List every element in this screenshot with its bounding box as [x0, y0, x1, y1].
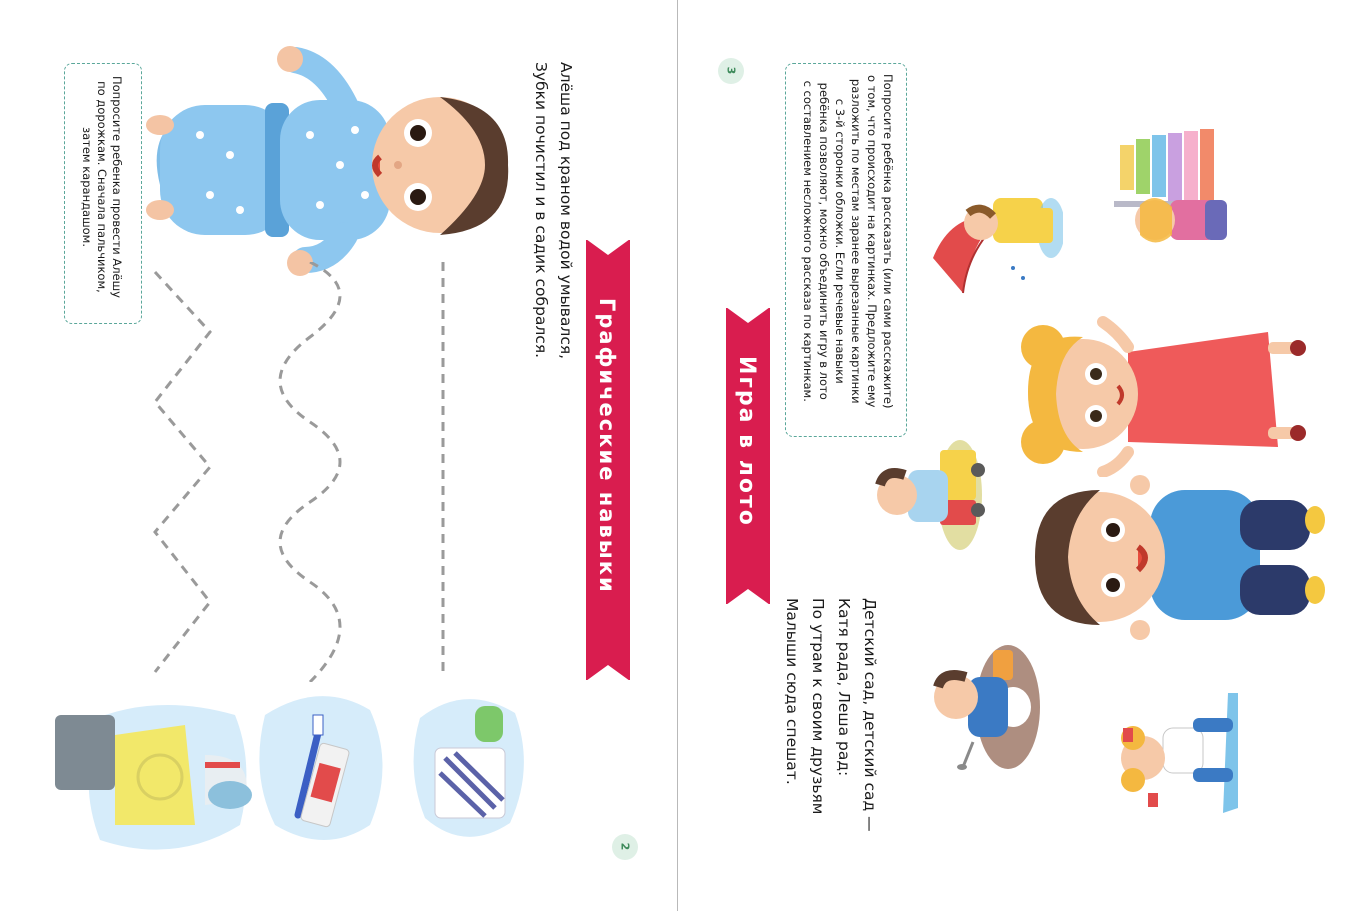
right-poem — [779, 598, 883, 832]
right-note-line-5: ребёнка позволяют, можно объединить игру в лото — [817, 82, 831, 400]
banner-notch-top — [726, 307, 770, 323]
right-note-line-3: разложить по местам заранее вырезанные картинки — [849, 78, 863, 404]
banner-lotto-game — [726, 308, 770, 604]
right-instruction-note — [785, 63, 907, 437]
banner-graphic-skills-label: Графические навыки — [595, 298, 619, 594]
left-note-text — [79, 76, 124, 298]
right-note-text — [800, 74, 896, 408]
boy-with-toy-truck-illustration — [870, 440, 990, 555]
toothbrush-and-toothpaste-illustration — [250, 685, 395, 850]
banner-graphic-skills — [586, 240, 630, 680]
soap-and-towel-illustration — [405, 688, 535, 848]
left-poem — [528, 62, 578, 359]
left-poem-line-1: Алёша под краном водой умывался, — [557, 62, 575, 360]
right-poem-line-1: Детский сад, детский сад — — [861, 598, 879, 832]
tracing-paths — [140, 262, 460, 682]
wavy-path — [280, 262, 340, 682]
right-note-line-6: с составлением несложного рассказа по картинкам. — [801, 80, 815, 402]
banner-notch-bottom — [726, 589, 770, 605]
left-note-line-2: по дорожкам. Сначала пальчиком, — [95, 81, 109, 293]
left-instruction-note — [64, 63, 142, 324]
page-number-3: 3 — [724, 66, 738, 75]
banner-notch-bottom — [586, 665, 630, 681]
banner-notch-top — [586, 239, 630, 255]
right-note-line-4: с 3-й сторонки обложки. Если речевые навыки — [833, 98, 847, 384]
girl-in-red-dress-illustration — [1018, 312, 1308, 477]
banner-lotto-game-label: Игра в лото — [734, 356, 759, 527]
page-number-2: 2 — [618, 842, 632, 851]
boy-in-blue-shirt-illustration — [1030, 475, 1330, 640]
right-poem-line-4: Малыши сюда спешат. — [783, 598, 801, 785]
clothes-and-cap-illustration — [55, 705, 255, 855]
left-poem-line-2: Зубки почистил и в садик собрался. — [532, 62, 550, 359]
right-note-line-1: Попросите ребёнка рассказать (или сами расскажите) — [881, 74, 895, 409]
zigzag-path — [155, 272, 210, 672]
left-note-line-3: затем карандашом. — [80, 126, 94, 247]
right-note-line-2: о том, что происходит на картинках. Предложите ему — [865, 75, 879, 408]
boy-eating-illustration — [928, 642, 1048, 772]
boy-in-pajamas-illustration — [140, 45, 510, 285]
right-poem-line-2: Катя рада, Леша рад: — [835, 598, 853, 777]
right-page — [678, 0, 1353, 911]
right-poem-line-3: По утрам к своим друзьям — [809, 598, 827, 815]
girl-with-xylophone-illustration — [1110, 125, 1240, 265]
girl-exercising-illustration — [1108, 688, 1248, 823]
left-note-line-1: Попросите ребенка провести Алёшу — [110, 76, 124, 298]
boy-with-umbrella-illustration — [933, 188, 1063, 298]
